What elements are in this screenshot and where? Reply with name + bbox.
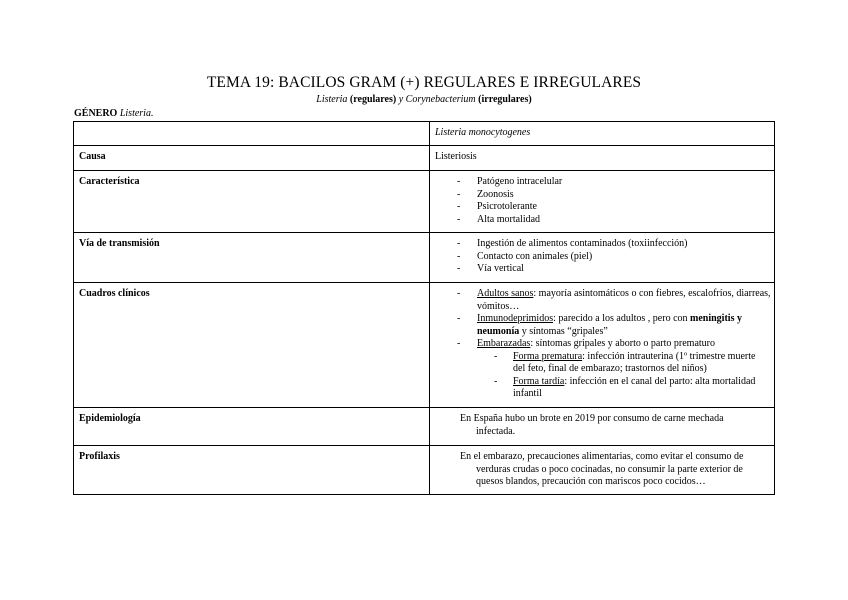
page-title: TEMA 19: BACILOS GRAM (+) REGULARES E IRREGULARES <box>206 74 642 91</box>
cuadros-list <box>435 288 774 351</box>
table-row-profilaxis <box>74 446 775 495</box>
tardia-text: : infección en el canal del parto: alta mortalidad infantil <box>513 375 756 399</box>
list-item: - Contacto con animales (piel) <box>435 251 774 264</box>
prematura-text: : infección intrauterina (1º trimestre muerte del feto, final de embarazo; trastornos del niños) <box>513 350 756 374</box>
caracteristica-list <box>435 176 774 226</box>
list-item: - Psicrotolerante <box>435 201 774 214</box>
list-item: - Vía vertical <box>435 263 774 276</box>
epidemiologia-value: En España hubo un brote en 2019 por consumo de carne mechada infectada. <box>460 413 724 437</box>
subtitle-genus-corynebacterium: Corynebacterium <box>405 94 476 105</box>
organism-header: Listeria monocytogenes <box>430 122 775 146</box>
empty-header-cell <box>74 122 430 146</box>
table-row-epidemiologia <box>74 408 775 446</box>
list-item-tardia <box>435 376 774 401</box>
list-item: - Zoonosis <box>435 189 774 202</box>
caracteristica-label: Característica <box>74 171 430 233</box>
page-subtitle <box>0 94 848 105</box>
list-item: - Alta mortalidad <box>435 214 774 227</box>
list-item: - Ingestión de alimentos contaminados (toxiinfección) <box>435 238 774 251</box>
list-item-embarazadas <box>435 338 774 351</box>
tardia-label: Forma tardía <box>513 375 565 387</box>
transmision-list <box>435 238 774 276</box>
table-row-causa <box>74 146 775 171</box>
profilaxis-label: Profilaxis <box>74 446 430 495</box>
inmuno-label: Inmunodeprimidos <box>477 313 554 324</box>
genus-label: GÉNERO <box>74 108 118 119</box>
table-row-transmision <box>74 233 775 283</box>
inmuno-bold: meningitis y neumonía <box>477 313 742 337</box>
genus-heading <box>74 108 153 119</box>
causa-value: Listeriosis <box>430 146 775 171</box>
subtitle-label-irregulares: (irregulares) <box>478 94 532 105</box>
subtitle-connector: y <box>398 94 404 105</box>
embarazadas-label: Embarazadas <box>477 338 531 349</box>
list-item-adultos <box>435 288 774 313</box>
table-row-cuadros <box>74 283 775 408</box>
table-row-caracteristica <box>74 171 775 233</box>
embarazadas-sublist <box>435 351 774 401</box>
adultos-text: : mayoría asintomáticos o con fiebres, escalofríos, diarreas, vómitos… <box>477 288 771 312</box>
profilaxis-value: En el embarazo, precauciones alimentarias, como evitar el consumo de verduras crudas o poco cocinadas, no consumir la parte exterior de quesos blandos, precaución con mariscos poco cocidos… <box>460 451 744 487</box>
transmision-label: Vía de transmisión <box>74 233 430 283</box>
list-item-prematura <box>435 351 774 376</box>
adultos-label: Adultos sanos <box>477 288 534 299</box>
info-table <box>73 121 775 495</box>
genus-value: Listeria. <box>119 108 154 119</box>
epidemiologia-label: Epidemiología <box>74 408 430 446</box>
subtitle-genus-listeria: Listeria <box>316 94 348 105</box>
prematura-label: Forma prematura <box>513 350 583 362</box>
cuadros-label: Cuadros clínicos <box>74 283 430 408</box>
list-item: - Patógeno intracelular <box>435 176 774 189</box>
inmuno-text: : parecido a los adultos , pero con <box>553 313 691 324</box>
inmuno-tail: y síntomas “gripales” <box>519 325 608 337</box>
subtitle-label-regulares: (regulares) <box>349 94 397 105</box>
table-row-header <box>74 122 775 146</box>
causa-label: Causa <box>74 146 430 171</box>
embarazadas-text: : síntomas gripales y aborto o parto prematuro <box>530 338 715 349</box>
list-item-inmunodeprimidos <box>435 313 774 338</box>
